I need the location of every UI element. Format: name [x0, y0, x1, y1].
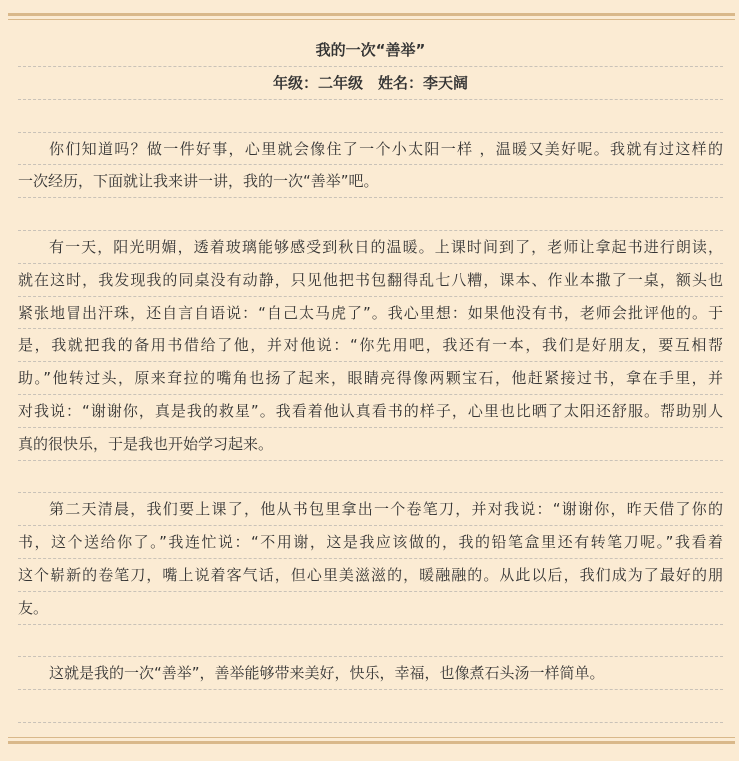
paragraph-3-line-2: 书，这个送给你了。”我连忙说：“不用谢，这是我应该做的，我的铅笔盒里还有转笔刀呢。”我看着: [18, 526, 723, 559]
author-byline: 年级：二年级 姓名：李天阔: [18, 67, 723, 100]
essay-title: 我的一次“善举”: [18, 34, 723, 67]
blank-line: [18, 198, 723, 231]
blank-line: [18, 461, 723, 494]
blank-line: [18, 690, 723, 723]
paragraph-3-line-1: 第二天清晨，我们要上课了，他从书包里拿出一个卷笔刀，并对我说：“谢谢你，昨天借了你的: [18, 493, 723, 526]
paragraph-3-line-4: 友。: [18, 592, 723, 625]
blank-line: [18, 100, 723, 133]
paragraph-2-line-1: 有一天，阳光明媚，透着玻璃能够感受到秋日的温暖。上课时间到了，老师让拿起书进行朗读，: [18, 231, 723, 264]
paragraph-2-line-7: 真的很快乐，于是我也开始学习起来。: [18, 428, 723, 461]
blank-line: [18, 625, 723, 658]
paragraph-2-line-4: 是，我就把我的备用书借给了他，并对他说：“你先用吧，我还有一本，我们是好朋友，要互相帮: [18, 329, 723, 362]
paragraph-2-line-3: 紧张地冒出汗珠，还自言自语说：“自己太马虎了”。我心里想：如果他没有书，老师会批评他的。于: [18, 297, 723, 330]
paragraph-1-line-2: 一次经历，下面就让我来讲一讲，我的一次“善举”吧。: [18, 165, 723, 198]
paragraph-2-line-2: 就在这时，我发现我的同桌没有动静，只见他把书包翻得乱七八糟，课本、作业本撒了一桌，额头也: [18, 264, 723, 297]
paragraph-3-line-3: 这个崭新的卷笔刀，嘴上说着客气话，但心里美滋滋的，暖融融的。从此以后，我们成为了最好的朋: [18, 559, 723, 592]
paragraph-2-line-5: 助。”他转过头，原来耷拉的嘴角也扬了起来，眼睛亮得像两颗宝石，他赶紧接过书，拿在手里，并: [18, 362, 723, 395]
paragraph-2-line-6: 对我说：“谢谢你，真是我的救星”。我看着他认真看书的样子，心里也比晒了太阳还舒服。帮助别人: [18, 395, 723, 428]
composition-sheet: [18, 34, 723, 723]
bottom-border: [8, 737, 735, 744]
paragraph-1-line-1: 你们知道吗？做一件好事，心里就会像住了一个小太阳一样 ，温暖又美好呢。我就有过这样的: [18, 133, 723, 166]
paragraph-4-line-1: 这就是我的一次“善举”，善举能够带来美好，快乐，幸福，也像煮石头汤一样简单。: [18, 657, 723, 690]
top-border: [8, 13, 735, 20]
